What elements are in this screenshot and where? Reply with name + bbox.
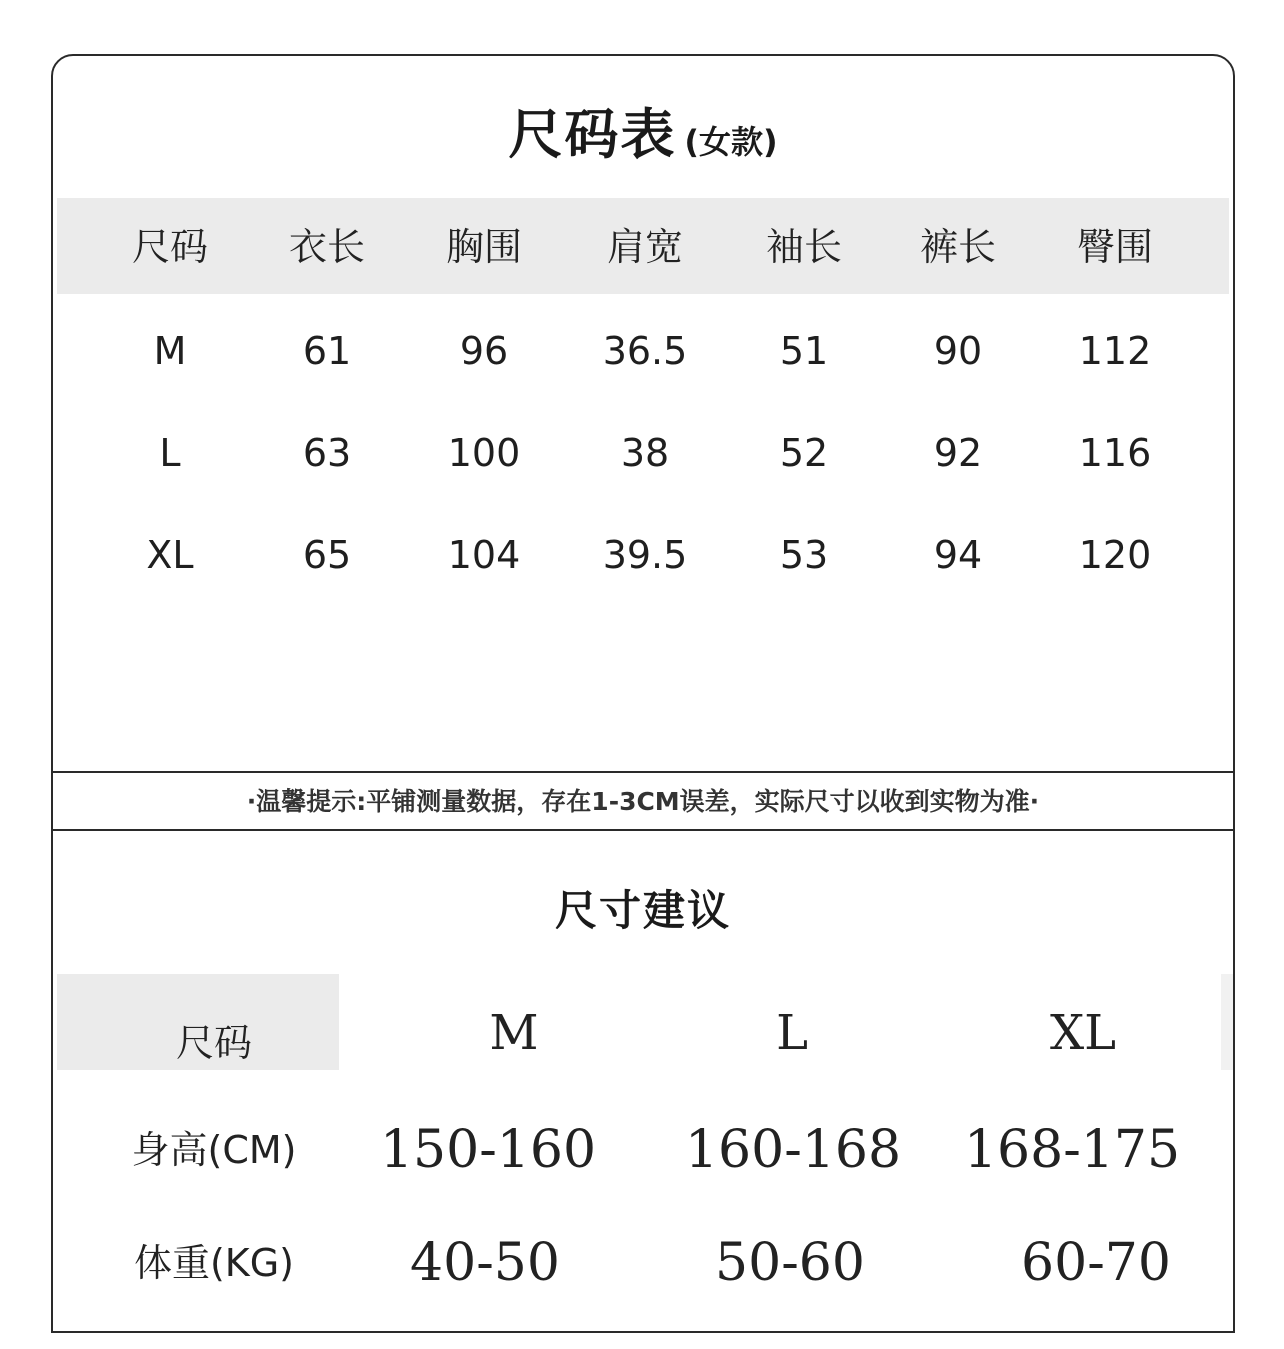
recommendation-header-label: 尺码 <box>175 1021 252 1065</box>
table-cell: 40-50 <box>410 1233 560 1293</box>
table-cell: 65 <box>302 533 352 577</box>
table-cell: 63 <box>302 431 352 475</box>
size-table-header <box>53 217 1233 277</box>
recommendation-size-header: XL <box>1049 1005 1117 1061</box>
table-cell: 150-160 <box>379 1120 597 1180</box>
table-cell: 100 <box>447 431 521 475</box>
table-cell: 51 <box>779 329 829 373</box>
column-header: 裤长 <box>919 225 996 269</box>
recommendation-size-header: L <box>776 1005 808 1061</box>
divider-top <box>53 771 1233 773</box>
table-cell: L <box>159 431 181 475</box>
table-cell: 96 <box>459 329 509 373</box>
table-cell: 94 <box>933 533 983 577</box>
table-cell: 60-70 <box>1021 1233 1171 1293</box>
recommendation-row-weight <box>53 1228 1233 1298</box>
recommendation-title: 尺寸建议 <box>554 886 731 935</box>
title-main: 尺码表 <box>508 103 677 166</box>
table-row <box>53 423 1233 483</box>
recommendation-row-height <box>53 1115 1233 1185</box>
page-title <box>53 92 1233 169</box>
table-cell: 52 <box>779 431 829 475</box>
column-header: 袖长 <box>765 225 842 269</box>
column-header: 衣长 <box>288 225 365 269</box>
recommendation-header-row <box>53 998 1233 1068</box>
column-header: 臀围 <box>1076 225 1153 269</box>
table-cell: 90 <box>933 329 983 373</box>
measurement-notice: ·温馨提示:平铺测量数据，存在1-3CM误差，实际尺寸以收到实物为准· <box>246 787 1040 816</box>
column-header: 肩宽 <box>606 225 683 269</box>
table-cell: 112 <box>1078 329 1152 373</box>
divider-bottom <box>53 829 1233 831</box>
table-cell: 61 <box>302 329 352 373</box>
table-row <box>53 321 1233 381</box>
table-cell: 116 <box>1078 431 1152 475</box>
table-cell: 104 <box>447 533 521 577</box>
table-cell: 168-175 <box>963 1120 1181 1180</box>
row-label: 体重(KG) <box>133 1241 295 1285</box>
size-chart-card <box>51 54 1235 1333</box>
table-cell: 120 <box>1078 533 1152 577</box>
table-cell: M <box>153 329 187 373</box>
table-cell: 50-60 <box>715 1233 865 1293</box>
table-cell: 160-168 <box>684 1120 902 1180</box>
table-row <box>53 525 1233 585</box>
column-header: 胸围 <box>445 225 522 269</box>
table-cell: 36.5 <box>602 329 688 373</box>
table-cell: 39.5 <box>602 533 688 577</box>
table-cell: 38 <box>620 431 670 475</box>
row-label: 身高(CM) <box>131 1128 297 1172</box>
table-cell: 92 <box>933 431 983 475</box>
table-cell: XL <box>146 533 194 577</box>
title-sub: (女款) <box>684 123 778 161</box>
recommendation-size-header: M <box>489 1005 539 1061</box>
table-cell: 53 <box>779 533 829 577</box>
column-header: 尺码 <box>131 225 208 269</box>
